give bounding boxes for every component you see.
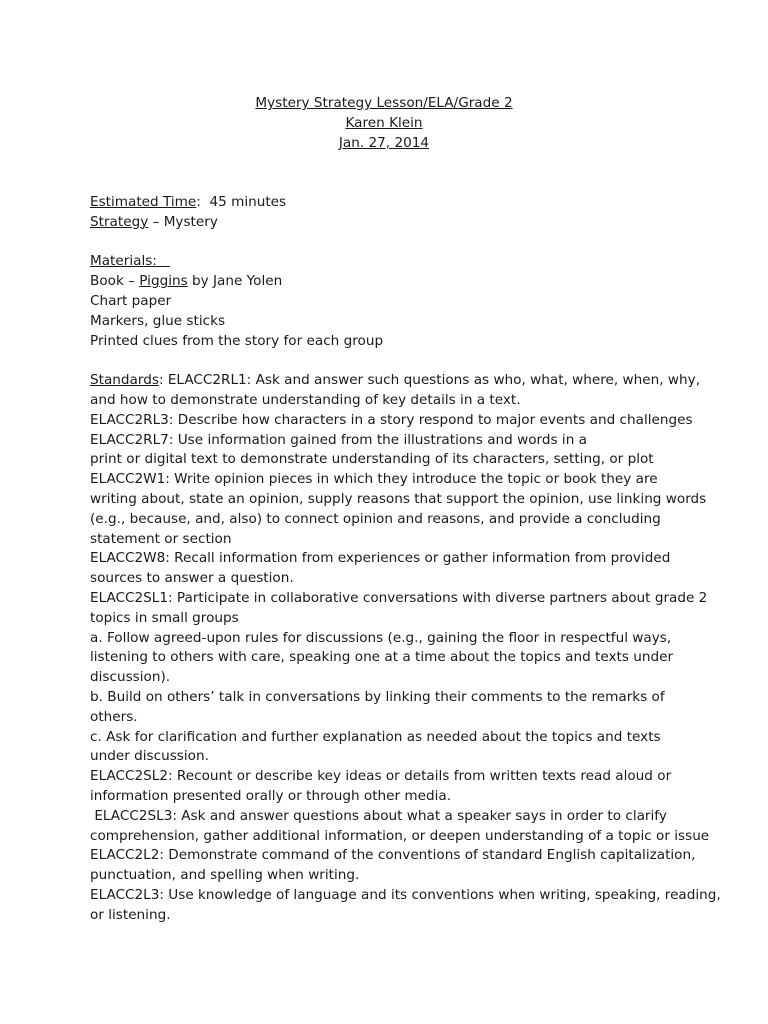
standards-line: c. Ask for clarification and further explanation as needed about the topics and texts (90, 728, 661, 745)
materials-item: Printed clues from the story for each group (90, 332, 384, 349)
standards-line: statement or section (90, 530, 232, 547)
materials-heading: Materials: (90, 253, 157, 270)
standards-line: under discussion. (90, 748, 209, 765)
strategy-label: Strategy (90, 213, 149, 230)
materials-item: Chart paper (90, 292, 172, 309)
book-prefix: Book – (90, 273, 140, 290)
estimated-time-label: Estimated Time (90, 194, 197, 210)
document-header (0, 93, 768, 153)
standards-line: ELACC2W8: Recall information from experiences or gather information from provided (90, 550, 671, 567)
book-suffix: by Jane Yolen (187, 273, 283, 290)
standards-line: (e.g., because, and, also) to connect opinion and reasons, and provide a concluding (90, 510, 661, 527)
standards-line: punctuation, and spelling when writing. (90, 867, 360, 884)
standards-line: discussion). (90, 669, 171, 686)
standards-line: and how to demonstrate understanding of key details in a text. (90, 391, 521, 408)
standards-line: ELACC2RL3: Describe how characters in a story respond to major events and challenges (90, 411, 693, 428)
estimated-time-value: : 45 minutes (196, 194, 287, 210)
standards-line: b. Build on others’ talk in conversations by linking their comments to the remarks of (90, 688, 665, 705)
materials-item: Markers, glue sticks (90, 312, 226, 329)
standards-line: print or digital text to demonstrate understanding of its characters, setting, or plot (90, 451, 654, 468)
strategy-value: – Mystery (148, 213, 218, 230)
book-title: Piggins (139, 273, 188, 290)
strategy-line (90, 213, 690, 233)
standards-line: ELACC2SL2: Recount or describe key ideas or details from written texts read aloud or (90, 768, 672, 785)
standards-line: ELACC2RL7: Use information gained from the illustrations and words in a (90, 431, 587, 448)
standards-first-line: Standards: ELACC2RL1: Ask and answer such questions as who, what, where, when, why, (90, 372, 701, 389)
standards-line: others. (90, 708, 138, 725)
materials-book-line (90, 272, 690, 292)
standards-line: sources to answer a question. (90, 570, 294, 587)
standards-line: ELACC2SL3: Ask and answer questions about what a speaker says in order to clarify (90, 807, 667, 824)
standards-line: writing about, state an opinion, supply reasons that support the opinion, use linking words (90, 490, 707, 507)
standards-line: a. Follow agreed-upon rules for discussions (e.g., gaining the floor in respectful ways, (90, 629, 672, 646)
author-name: Karen Klein (345, 115, 423, 131)
standards-line: information presented orally or through other media. (90, 787, 452, 804)
lesson-date: Jan. 27, 2014 (338, 135, 430, 151)
standards-label: Standards (90, 372, 159, 389)
estimated-time-line (90, 193, 690, 213)
document-body (90, 193, 721, 925)
standards-line: ELACC2W1: Write opinion pieces in which they introduce the topic or book they are (90, 471, 658, 488)
standards-line: ELACC2L2: Demonstrate command of the conventions of standard English capitalization, (90, 847, 696, 864)
standards-line: topics in small groups (90, 609, 239, 626)
standards-line: comprehension, gather additional information, or deepen understanding of a topic or issue (90, 827, 710, 844)
lesson-title: Mystery Strategy Lesson/ELA/Grade 2 (255, 95, 513, 111)
standards-line: ELACC2SL1: Participate in collaborative conversations with diverse partners about grade 2 (90, 589, 708, 606)
standards-line: ELACC2L3: Use knowledge of language and its conventions when writing, speaking, reading, (90, 886, 721, 903)
standards-line: or listening. (90, 906, 171, 923)
standards-line: listening to others with care, speaking one at a time about the topics and texts under (90, 649, 674, 666)
